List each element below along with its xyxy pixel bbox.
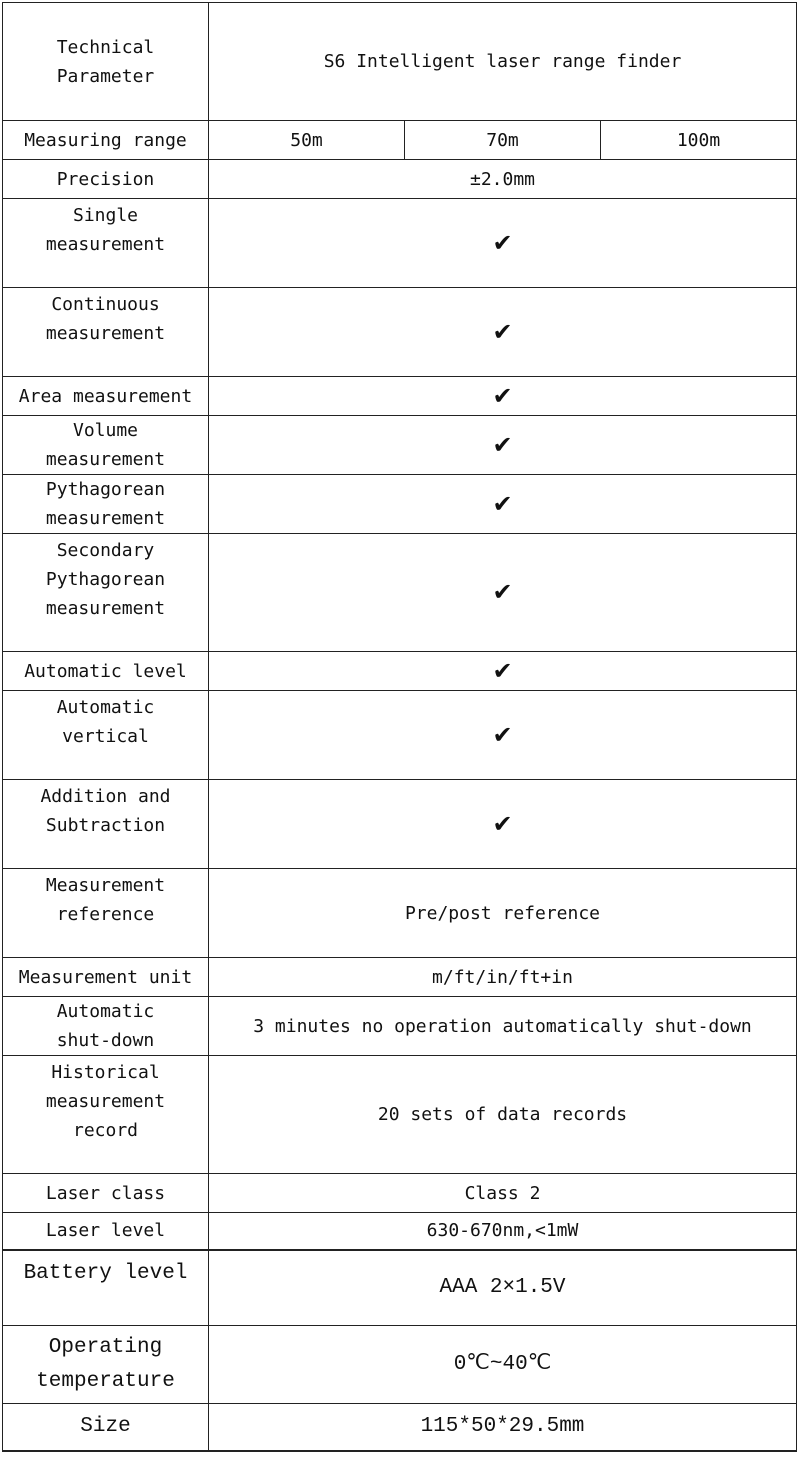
spec-row (3, 199, 797, 288)
spec-value: ±2.0mm (209, 160, 797, 199)
range-value-50: 50m (209, 121, 405, 160)
spec-value: 630-670nm,<1mW (209, 1213, 797, 1250)
spec-row (3, 288, 797, 377)
spec-label: Battery level (3, 1250, 209, 1326)
spec-value: 20 sets of data records (209, 1056, 797, 1174)
spec-label: Laser level (3, 1213, 209, 1250)
spec-label: Single measurement (3, 199, 209, 288)
spec-row (3, 160, 797, 199)
spec-row (3, 534, 797, 652)
spec-value: Pre/post reference (209, 869, 797, 958)
spec-value: Class 2 (209, 1174, 797, 1213)
spec-row (3, 1404, 797, 1451)
product-name: S6 Intelligent laser range finder (209, 3, 797, 121)
spec-row (3, 780, 797, 869)
spec-label: Size (3, 1404, 209, 1451)
range-value-70: 70m (405, 121, 601, 160)
spec-row (3, 416, 797, 475)
check-mark-icon: ✔ (209, 416, 797, 475)
check-mark-icon: ✔ (209, 691, 797, 780)
spec-row (3, 1174, 797, 1213)
header-row (3, 3, 797, 121)
spec-row (3, 958, 797, 997)
check-mark-icon: ✔ (209, 652, 797, 691)
spec-value: AAA 2×1.5V (209, 1250, 797, 1326)
spec-row (3, 869, 797, 958)
check-mark-icon: ✔ (209, 475, 797, 534)
spec-label: Historical measurement record (3, 1056, 209, 1174)
spec-label: Area measurement (3, 377, 209, 416)
spec-row (3, 1056, 797, 1174)
range-row (3, 121, 797, 160)
spec-value: 0℃~40℃ (209, 1326, 797, 1404)
spec-label: Automatic level (3, 652, 209, 691)
spec-row (3, 691, 797, 780)
header-label: Technical Parameter (3, 3, 209, 121)
spec-row (3, 1213, 797, 1250)
spec-label: Pythagorean measurement (3, 475, 209, 534)
check-mark-icon: ✔ (209, 780, 797, 869)
spec-row (3, 652, 797, 691)
spec-row (3, 997, 797, 1056)
spec-label: Automatic vertical (3, 691, 209, 780)
spec-label: Measurement reference (3, 869, 209, 958)
spec-row (3, 1250, 797, 1326)
spec-row (3, 1326, 797, 1404)
spec-label: Precision (3, 160, 209, 199)
spec-label: Secondary Pythagorean measurement (3, 534, 209, 652)
spec-label: Measurement unit (3, 958, 209, 997)
spec-value: m/ft/in/ft+in (209, 958, 797, 997)
check-mark-icon: ✔ (209, 534, 797, 652)
range-label: Measuring range (3, 121, 209, 160)
spec-value: 115*50*29.5mm (209, 1404, 797, 1451)
spec-label: Continuous measurement (3, 288, 209, 377)
spec-table (2, 2, 797, 1452)
spec-row (3, 377, 797, 416)
spec-label: Laser class (3, 1174, 209, 1213)
spec-value: 3 minutes no operation automatically shut-down (209, 997, 797, 1056)
check-mark-icon: ✔ (209, 199, 797, 288)
check-mark-icon: ✔ (209, 288, 797, 377)
check-mark-icon: ✔ (209, 377, 797, 416)
range-value-100: 100m (601, 121, 797, 160)
spec-label: Volume measurement (3, 416, 209, 475)
spec-label: Automatic shut-down (3, 997, 209, 1056)
spec-label: Operating temperature (3, 1326, 209, 1404)
spec-row (3, 475, 797, 534)
spec-label: Addition and Subtraction (3, 780, 209, 869)
